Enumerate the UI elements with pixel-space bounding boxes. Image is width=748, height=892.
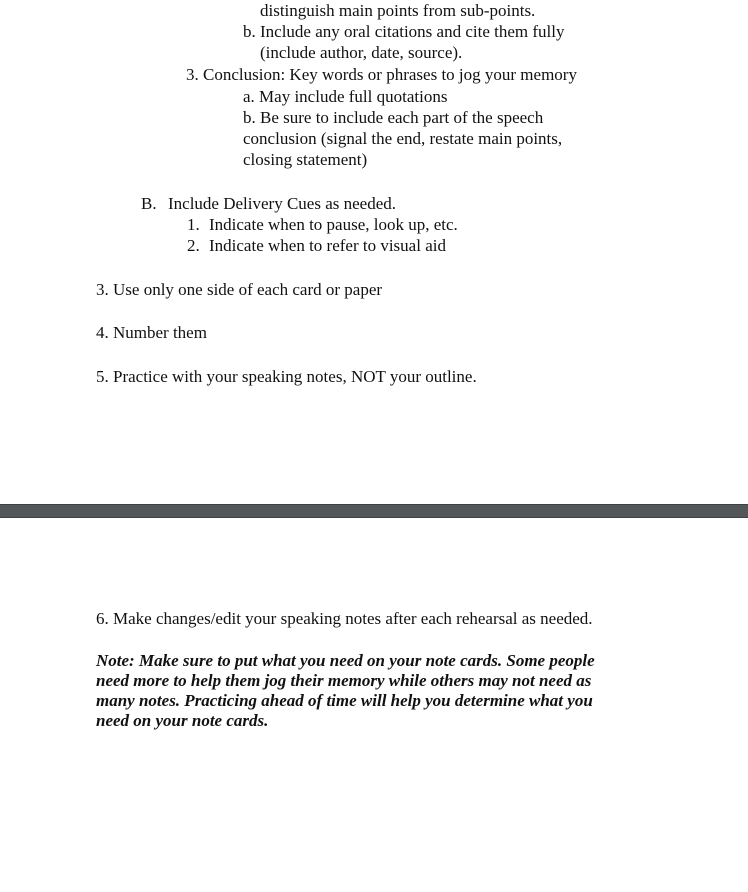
page-separator	[0, 504, 748, 518]
document-page-bottom	[0, 518, 748, 892]
note-line-3: many notes. Practicing ahead of time will help you determine what you	[96, 691, 593, 710]
delivery-cue-text-2: Indicate when to refer to visual aid	[209, 236, 446, 255]
delivery-cue-item-2	[187, 235, 446, 256]
sub-item-a-quotations: a. May include full quotations	[243, 87, 448, 106]
section-b-heading	[141, 193, 396, 214]
step-5-practice: 5. Practice with your speaking notes, NOT your outline.	[96, 367, 477, 386]
body-line-include-author: (include author, date, source).	[260, 43, 463, 62]
step-3-one-side: 3. Use only one side of each card or paper	[96, 280, 383, 299]
delivery-cue-marker-1: 1.	[187, 215, 200, 234]
sub-item-b-citations: b. Include any oral citations and cite them fully	[243, 22, 565, 41]
delivery-cue-item-1	[187, 214, 458, 235]
body-line-distinguish: distinguish main points from sub-points.	[260, 1, 536, 20]
body-line-closing-statement: closing statement)	[243, 150, 368, 169]
note-line-4: need on your note cards.	[96, 711, 269, 730]
delivery-cue-marker-2: 2.	[187, 236, 200, 255]
note-line-2: need more to help them jog their memory while others may not need as	[96, 671, 592, 690]
delivery-cue-text-1: Indicate when to pause, look up, etc.	[209, 215, 458, 234]
section-b-marker: B.	[141, 194, 157, 213]
step-6-edit-notes: 6. Make changes/edit your speaking notes after each rehearsal as needed.	[96, 609, 593, 628]
note-paragraph	[96, 651, 656, 731]
list-item-conclusion: 3. Conclusion: Key words or phrases to jog your memory	[186, 65, 577, 84]
body-line-conclusion-signal: conclusion (signal the end, restate main points,	[243, 129, 563, 148]
section-b-text: Include Delivery Cues as needed.	[168, 194, 396, 213]
note-line-1: Note: Make sure to put what you need on your note cards. Some people	[96, 651, 595, 670]
sub-item-b-conclusion: b. Be sure to include each part of the speech	[243, 108, 544, 127]
step-4-number-them: 4. Number them	[96, 323, 207, 342]
